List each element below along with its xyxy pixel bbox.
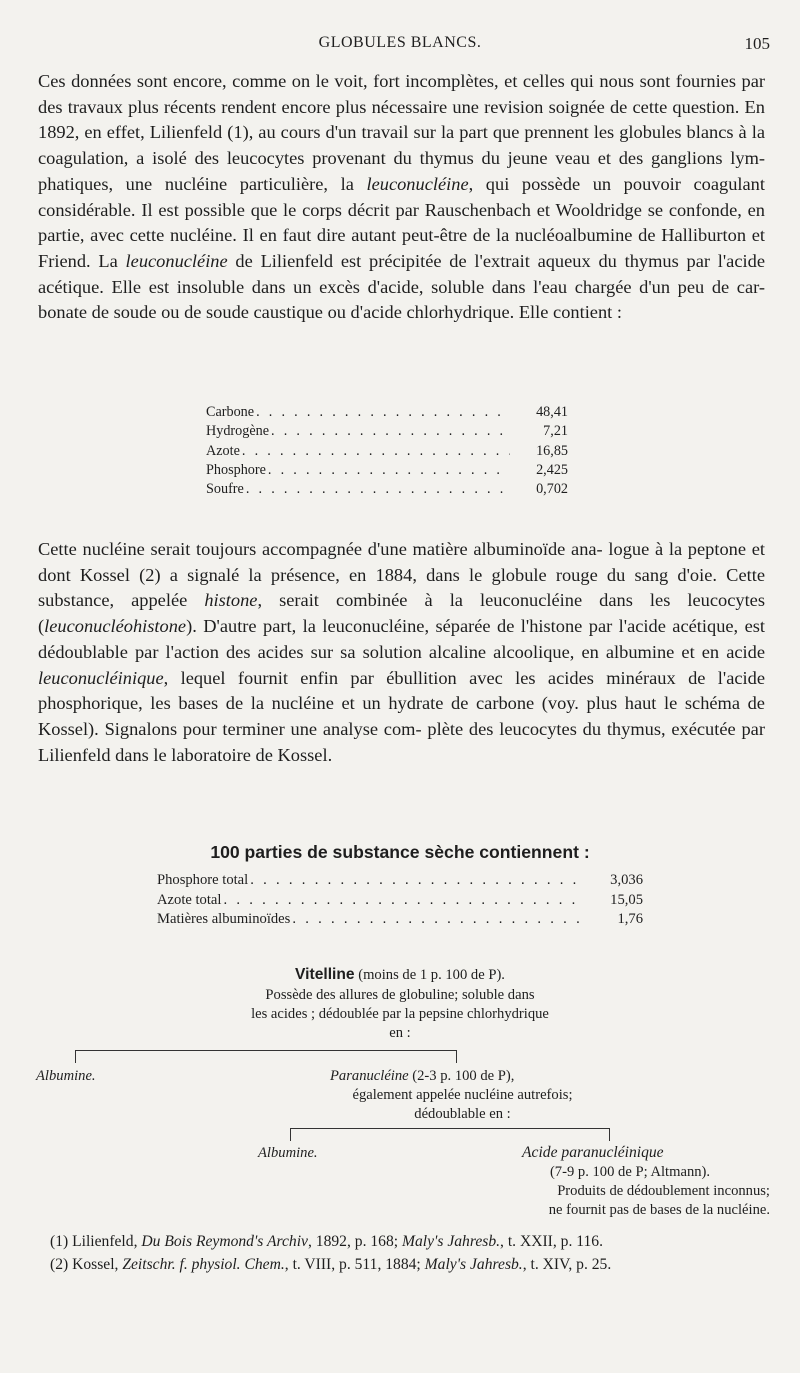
paragraph-histone xyxy=(38,537,765,768)
vitelline-note: (moins de 1 p. 100 de P). xyxy=(354,967,505,983)
footnote-text: (1) Lilienfeld, xyxy=(50,1233,142,1250)
footnotes xyxy=(50,1231,768,1276)
vitelline-description: les acides ; dédoublée par la pepsine chlorhydrique xyxy=(251,1006,549,1022)
item-name: Azote total xyxy=(157,891,222,908)
scheme-bracket xyxy=(290,1128,610,1143)
item-value: 15,05 xyxy=(610,891,643,908)
italic-term: leuconucléine xyxy=(366,173,469,194)
text-line: phatiques, une nucléine particulière, la xyxy=(38,173,367,194)
analysis-heading: 100 parties de substance sèche contiennent : xyxy=(210,842,590,862)
element-name: Phosphore xyxy=(206,461,266,478)
text-line: bonate de soude ou de soude caustique ou d'acide chlorhydrique. Elle contient : xyxy=(38,302,622,323)
paranucleine-description: dédoublable en : xyxy=(414,1106,511,1122)
italic-term: leuconucléine xyxy=(125,250,228,271)
text-line: leuconucléine, séparée de l'histone par l'acide acétique, est dédoublable par xyxy=(38,616,765,662)
table-row xyxy=(206,481,568,500)
acide-description: Produits de dédoublement inconnus; xyxy=(557,1183,770,1199)
table-row xyxy=(157,911,643,931)
page-header xyxy=(0,30,800,58)
text-line: coagulant considérable. Il est possible que le corps décrit par Rauschenbach et xyxy=(38,173,765,220)
leader-dots xyxy=(221,892,585,909)
analysis-table xyxy=(157,872,643,931)
item-name: Matières albuminoïdes xyxy=(157,911,291,928)
text-line: Cette nucléine serait toujours accompagnée d'une matière albuminoïde ana- xyxy=(38,539,603,559)
acide-paranucleinique-term: Acide paranucléinique xyxy=(522,1144,664,1161)
text-line: logue à la peptone et dont Kossel (2) a signalé la présence, en 1884, dans le xyxy=(38,539,766,585)
vitelline-description: Possède des allures de globuline; soluble dans xyxy=(265,987,535,1003)
text-line: , qui possède un pouvoir xyxy=(468,173,681,194)
text-line: isolé des leucocytes provenant du thymus du jeune veau et des ganglions lym- xyxy=(152,148,765,169)
element-name: Soufre xyxy=(206,481,244,498)
text-line: , lequel fournit enfin par ébullition avec les acides minéraux xyxy=(163,667,676,688)
text-line: Lilienfeld est précipitée de l'extrait aqueux du thymus par l'acide acétique. Elle xyxy=(38,250,765,297)
footnote-2 xyxy=(50,1254,768,1277)
leader-dots xyxy=(240,443,510,460)
table-row xyxy=(206,443,568,462)
text-line: une revision soignée de cette question. En 1892, en effet, Lilienfeld (1), au cours xyxy=(38,96,765,143)
table-row xyxy=(206,462,568,481)
albumine-term: Albumine. xyxy=(36,1068,96,1084)
acide-description: ne fournit pas de bases de la nucléine. xyxy=(548,1202,770,1218)
footnote-text: , t. XXII, p. 116. xyxy=(500,1233,603,1250)
leader-dots xyxy=(244,481,510,498)
text-line: nous sont fournies par des travaux plus récents rendent encore plus nécessaire xyxy=(38,71,765,117)
paragraph-leuconucleine xyxy=(38,69,765,326)
albumine-term: Albumine. xyxy=(258,1145,318,1161)
text-line: Kossel. xyxy=(277,744,333,765)
text-line: Wooldridge se confonde, en partie, avec cette nucléine. Il en faut dire autant xyxy=(38,199,765,246)
item-value: 1,76 xyxy=(617,911,643,928)
table-row xyxy=(206,404,568,423)
item-name: Phosphore total xyxy=(157,872,249,888)
paranucleine-term: Paranucléine xyxy=(330,1068,409,1084)
footnote-title: Du Bois Reymond's Archiv xyxy=(141,1233,308,1250)
leader-dots xyxy=(248,872,585,889)
text-line: d'un travail sur la part que prennent les globules blancs à la coagulation, a xyxy=(38,122,765,169)
element-value: 2,425 xyxy=(536,461,568,478)
page-number: 105 xyxy=(744,34,770,53)
table-row xyxy=(157,892,643,912)
text-line: peut-être de la nucléoalbumine de Halliburton et Friend. La xyxy=(38,225,765,271)
footnote-text: , t. XIV, p. 25. xyxy=(522,1255,612,1273)
vitelline-term: Vitelline xyxy=(295,966,355,983)
italic-term: histone xyxy=(204,590,258,611)
table-row xyxy=(206,423,568,442)
text-line: de xyxy=(227,250,253,271)
footnote-text: , 1892, p. 168; xyxy=(307,1233,402,1250)
element-value: 48,41 xyxy=(536,404,568,420)
leader-dots xyxy=(290,911,585,928)
leader-dots xyxy=(266,462,510,479)
paranucleine-description: également appelée nucléine autrefois; xyxy=(352,1087,573,1103)
vitelline-heading xyxy=(0,966,800,984)
text-line: est insoluble dans un excès d'acide, soluble dans l'eau chargée d'un peu de car- xyxy=(148,276,765,297)
footnote-title: Maly's Jahresb. xyxy=(424,1255,523,1273)
running-title: GLOBULES BLANCS. xyxy=(318,34,482,51)
vitelline-description: en : xyxy=(389,1025,411,1041)
element-value: 0,702 xyxy=(536,481,568,498)
composition-table xyxy=(206,404,568,500)
item-value: 3,036 xyxy=(610,872,643,888)
italic-term: leuconucléinique xyxy=(38,667,164,688)
paranucleine-note: (2-3 p. 100 de P), xyxy=(408,1068,515,1084)
text-line: l'action des acides sur sa solution alcaline alcoolique, en albumine et en acide xyxy=(165,641,765,662)
paranucleine-heading xyxy=(330,1067,514,1085)
footnote-text: , t. VIII, p. 511, 1884; xyxy=(284,1255,425,1273)
text-line: de l'acide phosphorique, les bases de la nucléine et un hydrate de carbone xyxy=(38,667,765,714)
footnote-1 xyxy=(50,1231,768,1254)
element-value: 7,21 xyxy=(543,423,568,440)
leader-dots xyxy=(269,423,510,440)
text-line: Ces données sont encore, comme on le voit, fort incomplètes, et celles qui xyxy=(38,71,594,91)
text-line: (voy. plus haut le schéma de Kossel). Signalons pour terminer une analyse com- xyxy=(38,693,765,739)
leader-dots xyxy=(254,404,510,421)
element-value: 16,85 xyxy=(536,442,568,459)
footnote-title: Maly's Jahresb. xyxy=(401,1233,501,1250)
scheme-bracket xyxy=(75,1050,457,1065)
footnote-title: Zeitschr. f. physiol. Chem. xyxy=(122,1255,285,1273)
footnote-text: (2) Kossel, xyxy=(50,1255,123,1273)
italic-term: leuconucléohistone xyxy=(44,616,187,637)
element-name: Hydrogène xyxy=(206,423,270,440)
acide-note: (7-9 p. 100 de P; Altmann). xyxy=(549,1164,711,1180)
table-row xyxy=(157,872,643,892)
text-line: à la leuconucléine dans les leucocytes ( xyxy=(38,590,765,637)
text-line: ). D'autre part, la xyxy=(186,616,316,637)
text-line: plète des leucocytes du thymus, exécutée par Lilienfeld dans le laboratoire de xyxy=(38,718,765,765)
element-name: Carbone xyxy=(206,404,255,420)
text-line: globule rouge du sang d'oie. Cette substance, appelée xyxy=(38,564,765,611)
text-line: , serait combinée xyxy=(257,590,408,611)
element-name: Azote xyxy=(206,442,240,459)
